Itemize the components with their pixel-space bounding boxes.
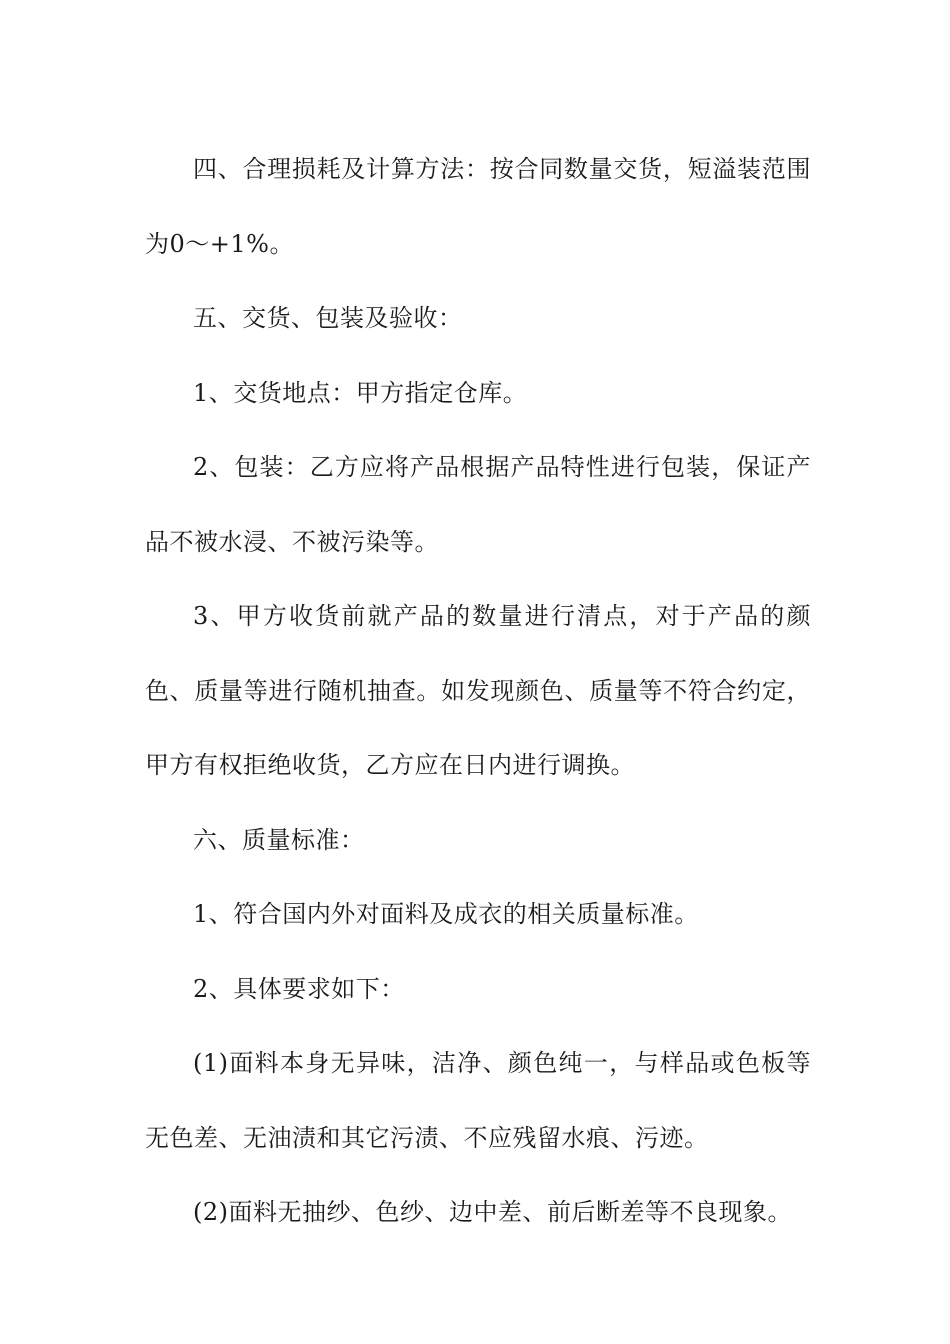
paragraph-delivery-heading: 五、交货、包装及验收：: [193, 304, 463, 332]
document-body: [145, 132, 811, 1250]
paragraph-requirement-2: (2)面料无抽纱、色纱、边中差、前后断差等不良现象。: [193, 1198, 792, 1226]
paragraph-requirements-heading: 2、具体要求如下：: [193, 974, 405, 1003]
paragraph-packaging: 2、包装：乙方应将产品根据产品特性进行包装，保证产品不被水浸、不被污染等。: [145, 453, 811, 556]
paragraph-quality-heading: 六、质量标准：: [193, 825, 365, 854]
paragraph-loss-calculation: 四、合理损耗及计算方法：按合同数量交货，短溢装范围为0～+1%。: [145, 155, 811, 258]
paragraph-inspection: 3、甲方收货前就产品的数量进行清点，对于产品的颜色、质量等进行随机抽查。如发现颜色、质量等不符合约定，甲方有权拒绝收货，乙方应在日内进行调换。: [145, 602, 811, 779]
paragraph-delivery-location: 1、交货地点：甲方指定仓库。: [193, 378, 528, 407]
paragraph-quality-standard: 1、符合国内外对面料及成衣的相关质量标准。: [193, 900, 699, 928]
paragraph-requirement-1: (1)面料本身无异味，洁净、颜色纯一，与样品或色板等无色差、无油渍和其它污渍、不应残留水痕、污迹。: [145, 1049, 811, 1152]
